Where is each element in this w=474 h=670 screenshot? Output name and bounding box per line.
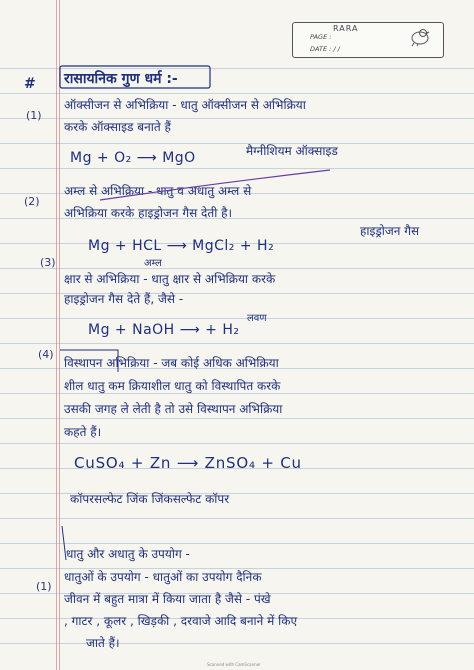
date-label: DATE : / / (310, 45, 340, 53)
item-number: (4) (38, 348, 54, 361)
note-text: अभिक्रिया करके हाइड्रोजन गैस देती है। (64, 206, 233, 220)
brand-label: RARA (333, 24, 359, 33)
scanner-footer: Scanned with CamScanner (207, 662, 261, 667)
chemical-equation: Mg + O₂ ⟶ MgO (70, 150, 196, 166)
note-text: शील धातु कम क्रियाशील धातु को विस्थापित करके (64, 379, 281, 393)
hash-mark: # (24, 76, 36, 92)
note-text: उसकी जगह ले लेती है तो उसे विस्थापन अभिक्रिया (64, 402, 283, 416)
annotation-text: अम्ल (144, 258, 162, 269)
note-text: विस्थापन अभिक्रिया - जब कोई अधिक अभिक्रिया (64, 356, 279, 370)
note-text: कहते हैं। (64, 425, 102, 439)
note-text: जीवन में बहुत मात्रा में किया जाता है जैसे - पंखे (64, 592, 271, 606)
item-number: (3) (40, 256, 56, 269)
annotation-text: मैग्नीशियम ऑक्साइड (246, 144, 338, 158)
chemical-equation: Mg + HCL ⟶ MgCl₂ + H₂ (88, 238, 275, 254)
item-number: (2) (24, 195, 40, 208)
note-text: , गाटर , कूलर , खिड़की , दरवाजे आदि बनाने में किए (64, 614, 298, 628)
compound-labels: कॉपरसल्फेट जिंक जिंकसल्फेट कॉपर (70, 492, 230, 506)
page-title: रासायनिक गुण धर्म :- (64, 71, 178, 87)
note-text: ऑक्सीजन से अभिक्रिया - धातु ऑक्सीजन से अभिक्रिया (64, 98, 306, 112)
page-label: PAGE : (310, 33, 332, 41)
note-text: क्षार से अभिक्रिया - धातु क्षार से अभिक्रिया करके (64, 272, 276, 286)
chemical-equation: CuSO₄ + Zn ⟶ ZnSO₄ + Cu (74, 454, 302, 472)
note-text: हाइड्रोजन गैस देते हैं, जैसे - (64, 292, 184, 306)
annotation-text: हाइड्रोजन गैस (360, 224, 420, 238)
section-heading: धातु और अधातु के उपयोग - (66, 547, 190, 561)
note-text: जाते हैं। (86, 636, 120, 650)
item-number: (1) (26, 109, 42, 122)
chemical-equation: Mg + NaOH ⟶ + H₂ (88, 322, 240, 338)
note-text: धातुओं के उपयोग - धातुओं का उपयोग दैनिक (64, 570, 262, 584)
note-text: करके ऑक्साइड बनाते हैं (64, 120, 171, 134)
note-text: अम्ल से अभिक्रिया - धातु व अधातु अम्ल से (64, 184, 252, 198)
annotation-text: लवण (247, 313, 267, 324)
item-number: (1) (36, 580, 52, 593)
